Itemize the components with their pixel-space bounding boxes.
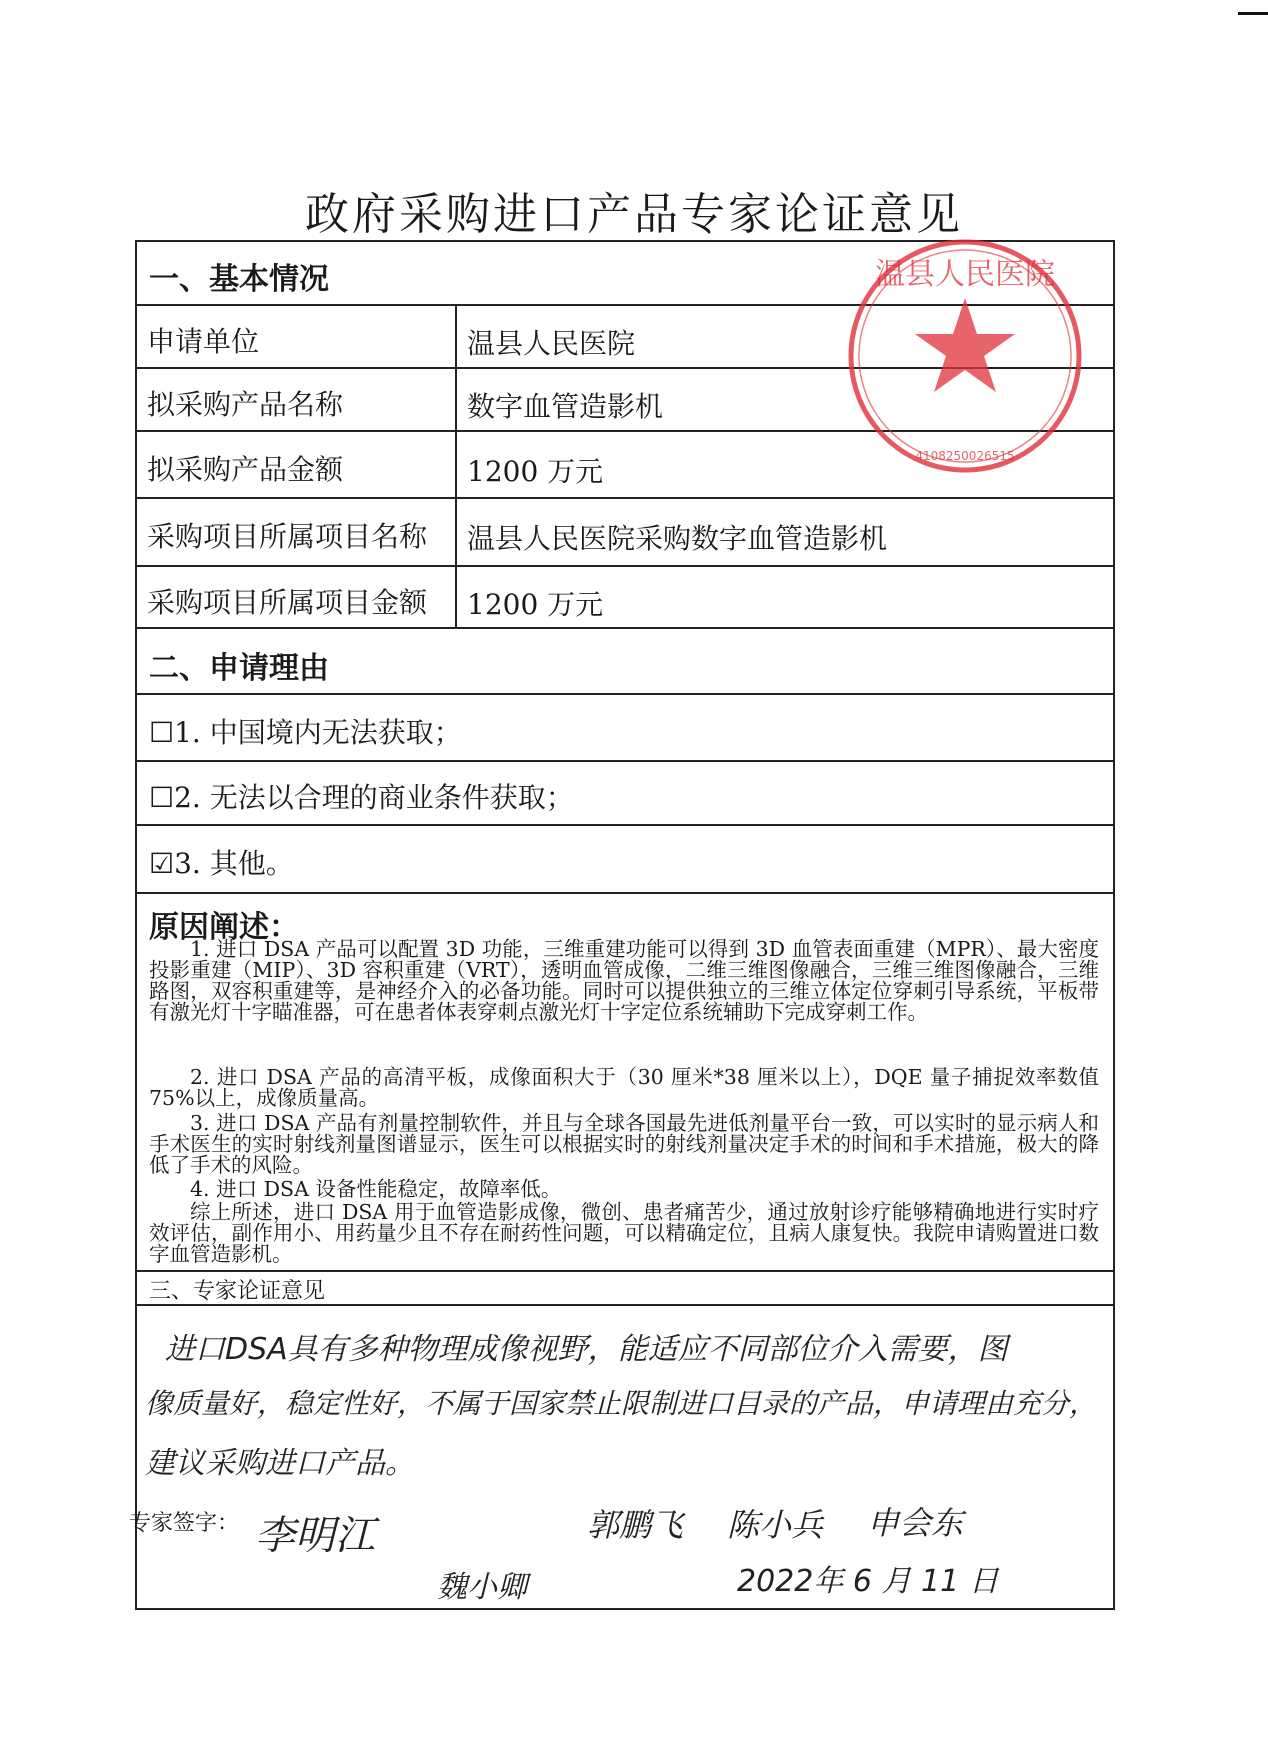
star-icon (915, 298, 1015, 392)
signature: 李明江 (255, 1513, 375, 1559)
option-text: 2. 无法以合理的商业条件获取； (174, 781, 574, 814)
document-title: 政府采购进口产品专家论证意见 (305, 189, 963, 240)
scan-edge-mark (1238, 12, 1268, 15)
section3-heading-row (137, 1270, 1113, 1306)
seal-code: 4108250026515 (915, 449, 1015, 463)
reason-paragraph: 2. 进口 DSA 产品的高清平板，成像面积大于（30 厘米*38 厘米以上），DQE 量子捕捉效率数值 75%以上，成像质量高。 (149, 1065, 1099, 1110)
checkbox-checked-icon: ☑ (149, 847, 175, 880)
reason-paragraph: 3. 进口 DSA 产品有剂量控制软件，并且与全球各国最先进低剂量平台一致，可以实时的显示病人和手术医生的实时射线剂量图谱显示，医生可以根据实时的射线剂量决定手术的时间和手术措施，极大的降低了手术的风险。 (149, 1111, 1099, 1177)
expert-opinion-line: 进口DSA具有多种物理成像视野，能适应不同部位介入需要，图 (165, 1332, 1008, 1367)
section2-heading: 二、申请理由 (149, 651, 329, 686)
info-row (137, 499, 1113, 567)
option-row (137, 826, 1113, 894)
expert-opinion-line: 建议采购进口产品。 (145, 1446, 415, 1481)
reason-paragraph: 4. 进口 DSA 设备性能稳定，故障率低。 (190, 1177, 562, 1201)
info-value: 温县人民医院采购数字血管造影机 (467, 522, 888, 555)
signature: 申会东 (867, 1504, 964, 1542)
signature: 魏小卿 (437, 1570, 527, 1605)
checkbox-unchecked-icon: ☐ (149, 781, 175, 814)
info-value: 温县人民医院 (467, 327, 636, 360)
section1-heading: 一、基本情况 (149, 262, 329, 297)
option-text: 3. 其他。 (174, 847, 294, 880)
checkbox-unchecked-icon: ☐ (149, 716, 175, 749)
reason-paragraph: 综上所述，进口 DSA 用于血管造影成像，微创、患者痛苦少，通过放射诊疗能够精确地进行实时疗效评估，副作用小、用药量少且不存在耐药性问题，可以精确定位，且病人康复快。我院申请购置进口数字血管造影机。 (149, 1200, 1099, 1266)
hospital-seal-stamp (845, 236, 1085, 476)
option-text: 1. 中国境内无法获取； (174, 716, 462, 749)
info-value: 数字血管造影机 (467, 390, 664, 423)
seal-text: 温县人民医院 (875, 257, 1055, 292)
expert-opinion-line: 像质量好，稳定性好，不属于国家禁止限制进口目录的产品，申请理由充分， (145, 1387, 1098, 1420)
signature-label: 专家签字： (129, 1511, 240, 1536)
option-2 (149, 776, 574, 816)
info-label: 拟采购产品金额 (147, 453, 344, 486)
signature: 陈小兵 (727, 1506, 824, 1544)
info-value: 1200 万元 (467, 588, 604, 621)
signature-date: 2022年 6 月 11 日 (737, 1564, 999, 1599)
info-row (137, 567, 1113, 629)
info-label: 拟采购产品名称 (147, 388, 344, 421)
info-label: 申请单位 (147, 325, 260, 358)
option-3 (149, 842, 294, 882)
option-row (137, 762, 1113, 826)
section2-heading-row (137, 629, 1113, 695)
signature: 郭鹏飞 (587, 1506, 684, 1544)
section3-heading: 三、专家论证意见 (149, 1279, 326, 1304)
info-value: 1200 万元 (467, 455, 604, 488)
reason-title: 原因阐述： (149, 910, 299, 945)
option-row (137, 695, 1113, 762)
reason-paragraph: 1. 进口 DSA 产品可以配置 3D 功能，三维重建功能可以得到 3D 血管表面重建（MPR）、最大密度投影重建（MIP）、3D 容积重建（VRT），透明血管成像，二维三维图像融合，三维三维图像融合，三维路图，双容积重建等，是神经介入的必备功能。同时可以提供独立的三维立体定位穿刺引导系统，平板带有激光灯十字瞄准器，可在患者体表穿刺点激光灯十字定位系统辅助下完成穿刺工作。 (149, 937, 1099, 1024)
info-label: 采购项目所属项目金额 (147, 586, 428, 619)
info-label: 采购项目所属项目名称 (147, 520, 428, 553)
option-1 (149, 711, 462, 751)
